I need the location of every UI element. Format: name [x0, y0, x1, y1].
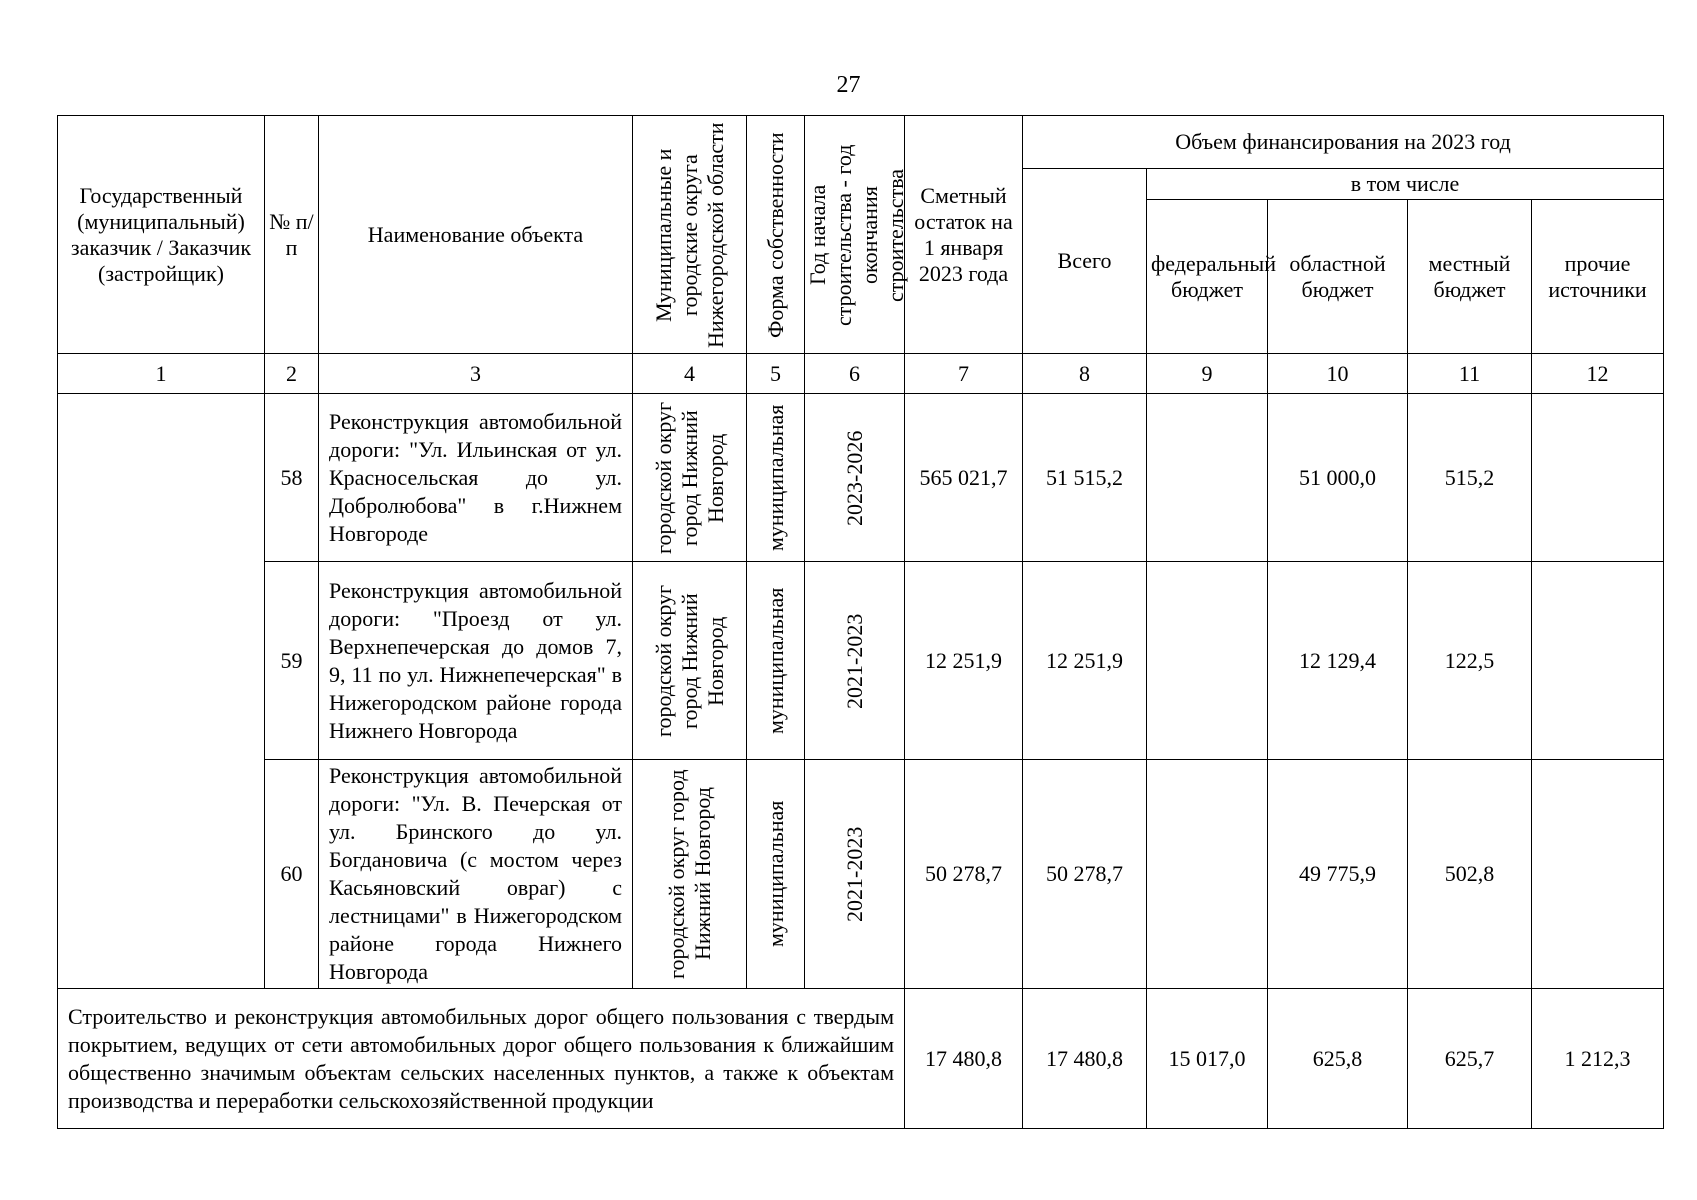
total: 51 515,2	[1023, 394, 1147, 562]
federal	[1147, 394, 1268, 562]
object-name-cell	[319, 394, 633, 562]
other	[1532, 760, 1664, 989]
years-cell	[805, 760, 905, 989]
header-ownership: Форма собственности	[762, 131, 788, 338]
object-name: Реконструкция автомобильной дороги: "Ул. В. Печерская от ул. Бринского до ул. Богдановича (с мостом через Касьяновский овраг) с лестницами" в Нижегородском районе города Нижнего Новгорода	[329, 763, 622, 984]
estimate: 565 021,7	[905, 394, 1023, 562]
local: 122,5	[1408, 562, 1532, 760]
municipality: городской округ город Нижний Новгород	[650, 401, 728, 554]
col-num: 9	[1147, 354, 1268, 394]
years: 2023-2026	[841, 429, 867, 526]
municipality-cell	[633, 562, 747, 760]
municipality-cell	[633, 394, 747, 562]
estimate: 50 278,7	[905, 760, 1023, 989]
header-num: № п/п	[265, 116, 319, 354]
ownership-cell	[747, 394, 805, 562]
table-row	[58, 760, 1664, 989]
municipality: городской округ город Нижний Новгород	[650, 584, 728, 737]
header-years: Год начала строительства - год окончания строительства	[805, 143, 908, 326]
col-num: 12	[1532, 354, 1664, 394]
header-ownership-cell	[747, 116, 805, 354]
other	[1532, 394, 1664, 562]
col-num: 3	[319, 354, 633, 394]
summary-estimate: 17 480,8	[905, 989, 1023, 1129]
local: 502,8	[1408, 760, 1532, 989]
ownership-cell	[747, 760, 805, 989]
estimate: 12 251,9	[905, 562, 1023, 760]
row-num: 59	[265, 562, 319, 760]
customer-cell	[58, 394, 265, 989]
summary-regional: 625,8	[1268, 989, 1408, 1129]
row-num: 58	[265, 394, 319, 562]
municipality: городской округ город Нижний Новгород	[663, 769, 715, 979]
summary-local: 625,7	[1408, 989, 1532, 1129]
federal	[1147, 562, 1268, 760]
years: 2021-2023	[841, 612, 867, 709]
financing-table	[57, 115, 1664, 1129]
local: 515,2	[1408, 394, 1532, 562]
col-num: 6	[805, 354, 905, 394]
column-numbers-row	[58, 354, 1664, 394]
col-num: 2	[265, 354, 319, 394]
ownership: муниципальная	[762, 404, 788, 551]
header-municipality-cell	[633, 116, 747, 354]
col-num: 11	[1408, 354, 1532, 394]
regional: 12 129,4	[1268, 562, 1408, 760]
header-estimate: Сметный остаток на 1 января 2023 года	[905, 116, 1023, 354]
summary-label: Строительство и реконструкция автомобильных дорог общего пользования с твердым покрытием, ведущих от сети автомобильных дорог общего пользования к ближайшим общественно значимым объектам сельских населенных пунктов, а также к объектам производства и переработки сельскохозяйственной продукции	[68, 1003, 894, 1113]
table-row	[58, 562, 1664, 760]
total: 50 278,7	[1023, 760, 1147, 989]
total: 12 251,9	[1023, 562, 1147, 760]
col-num: 1	[58, 354, 265, 394]
col-num: 4	[633, 354, 747, 394]
object-name: Реконструкция автомобильной дороги: "Проезд от ул. Верхнепечерская до домов 7, 9, 11 по ул. Нижнепечерская" в Нижегородском районе города Нижнего Новгорода	[329, 577, 622, 743]
header-other: прочие источники	[1532, 200, 1664, 354]
header-total: Всего	[1023, 169, 1147, 354]
years-cell	[805, 562, 905, 760]
ownership-cell	[747, 562, 805, 760]
col-num: 5	[747, 354, 805, 394]
header-regional: областной бюджет	[1268, 200, 1408, 354]
header-funding: Объем финансирования на 2023 год	[1023, 116, 1664, 169]
col-num: 7	[905, 354, 1023, 394]
row-num: 60	[265, 760, 319, 989]
municipality-cell	[633, 760, 747, 989]
header-years-cell	[805, 116, 908, 354]
header-local: местный бюджет	[1408, 200, 1532, 354]
summary-label-cell	[58, 989, 905, 1129]
col-num: 10	[1268, 354, 1408, 394]
object-name-cell	[319, 760, 633, 989]
page-number: 27	[836, 72, 861, 98]
table-row	[58, 394, 1664, 562]
federal	[1147, 760, 1268, 989]
header-municipality: Муниципальные и городские округа Нижегородской области	[650, 121, 728, 348]
header-customer: Государственный (муниципальный) заказчик / Заказчик (застройщик)	[58, 116, 265, 354]
other	[1532, 562, 1664, 760]
years-cell	[805, 394, 905, 562]
years: 2021-2023	[841, 826, 867, 922]
header-including: в том числе	[1147, 169, 1664, 200]
summary-total: 17 480,8	[1023, 989, 1147, 1129]
regional: 51 000,0	[1268, 394, 1408, 562]
object-name-cell	[319, 562, 633, 760]
summary-other: 1 212,3	[1532, 989, 1664, 1129]
summary-federal: 15 017,0	[1147, 989, 1268, 1129]
object-name: Реконструкция автомобильной дороги: "Ул. Ильинская от ул. Красносельская до ул. Добролюбова" в г.Нижнем Новгороде	[329, 408, 622, 546]
col-num: 8	[1023, 354, 1147, 394]
ownership: муниципальная	[762, 587, 788, 734]
header-object-name: Наименование объекта	[319, 116, 633, 354]
summary-row	[58, 989, 1664, 1129]
header-federal: федеральный бюджет	[1147, 200, 1268, 354]
ownership: муниципальная	[762, 800, 788, 948]
regional: 49 775,9	[1268, 760, 1408, 989]
